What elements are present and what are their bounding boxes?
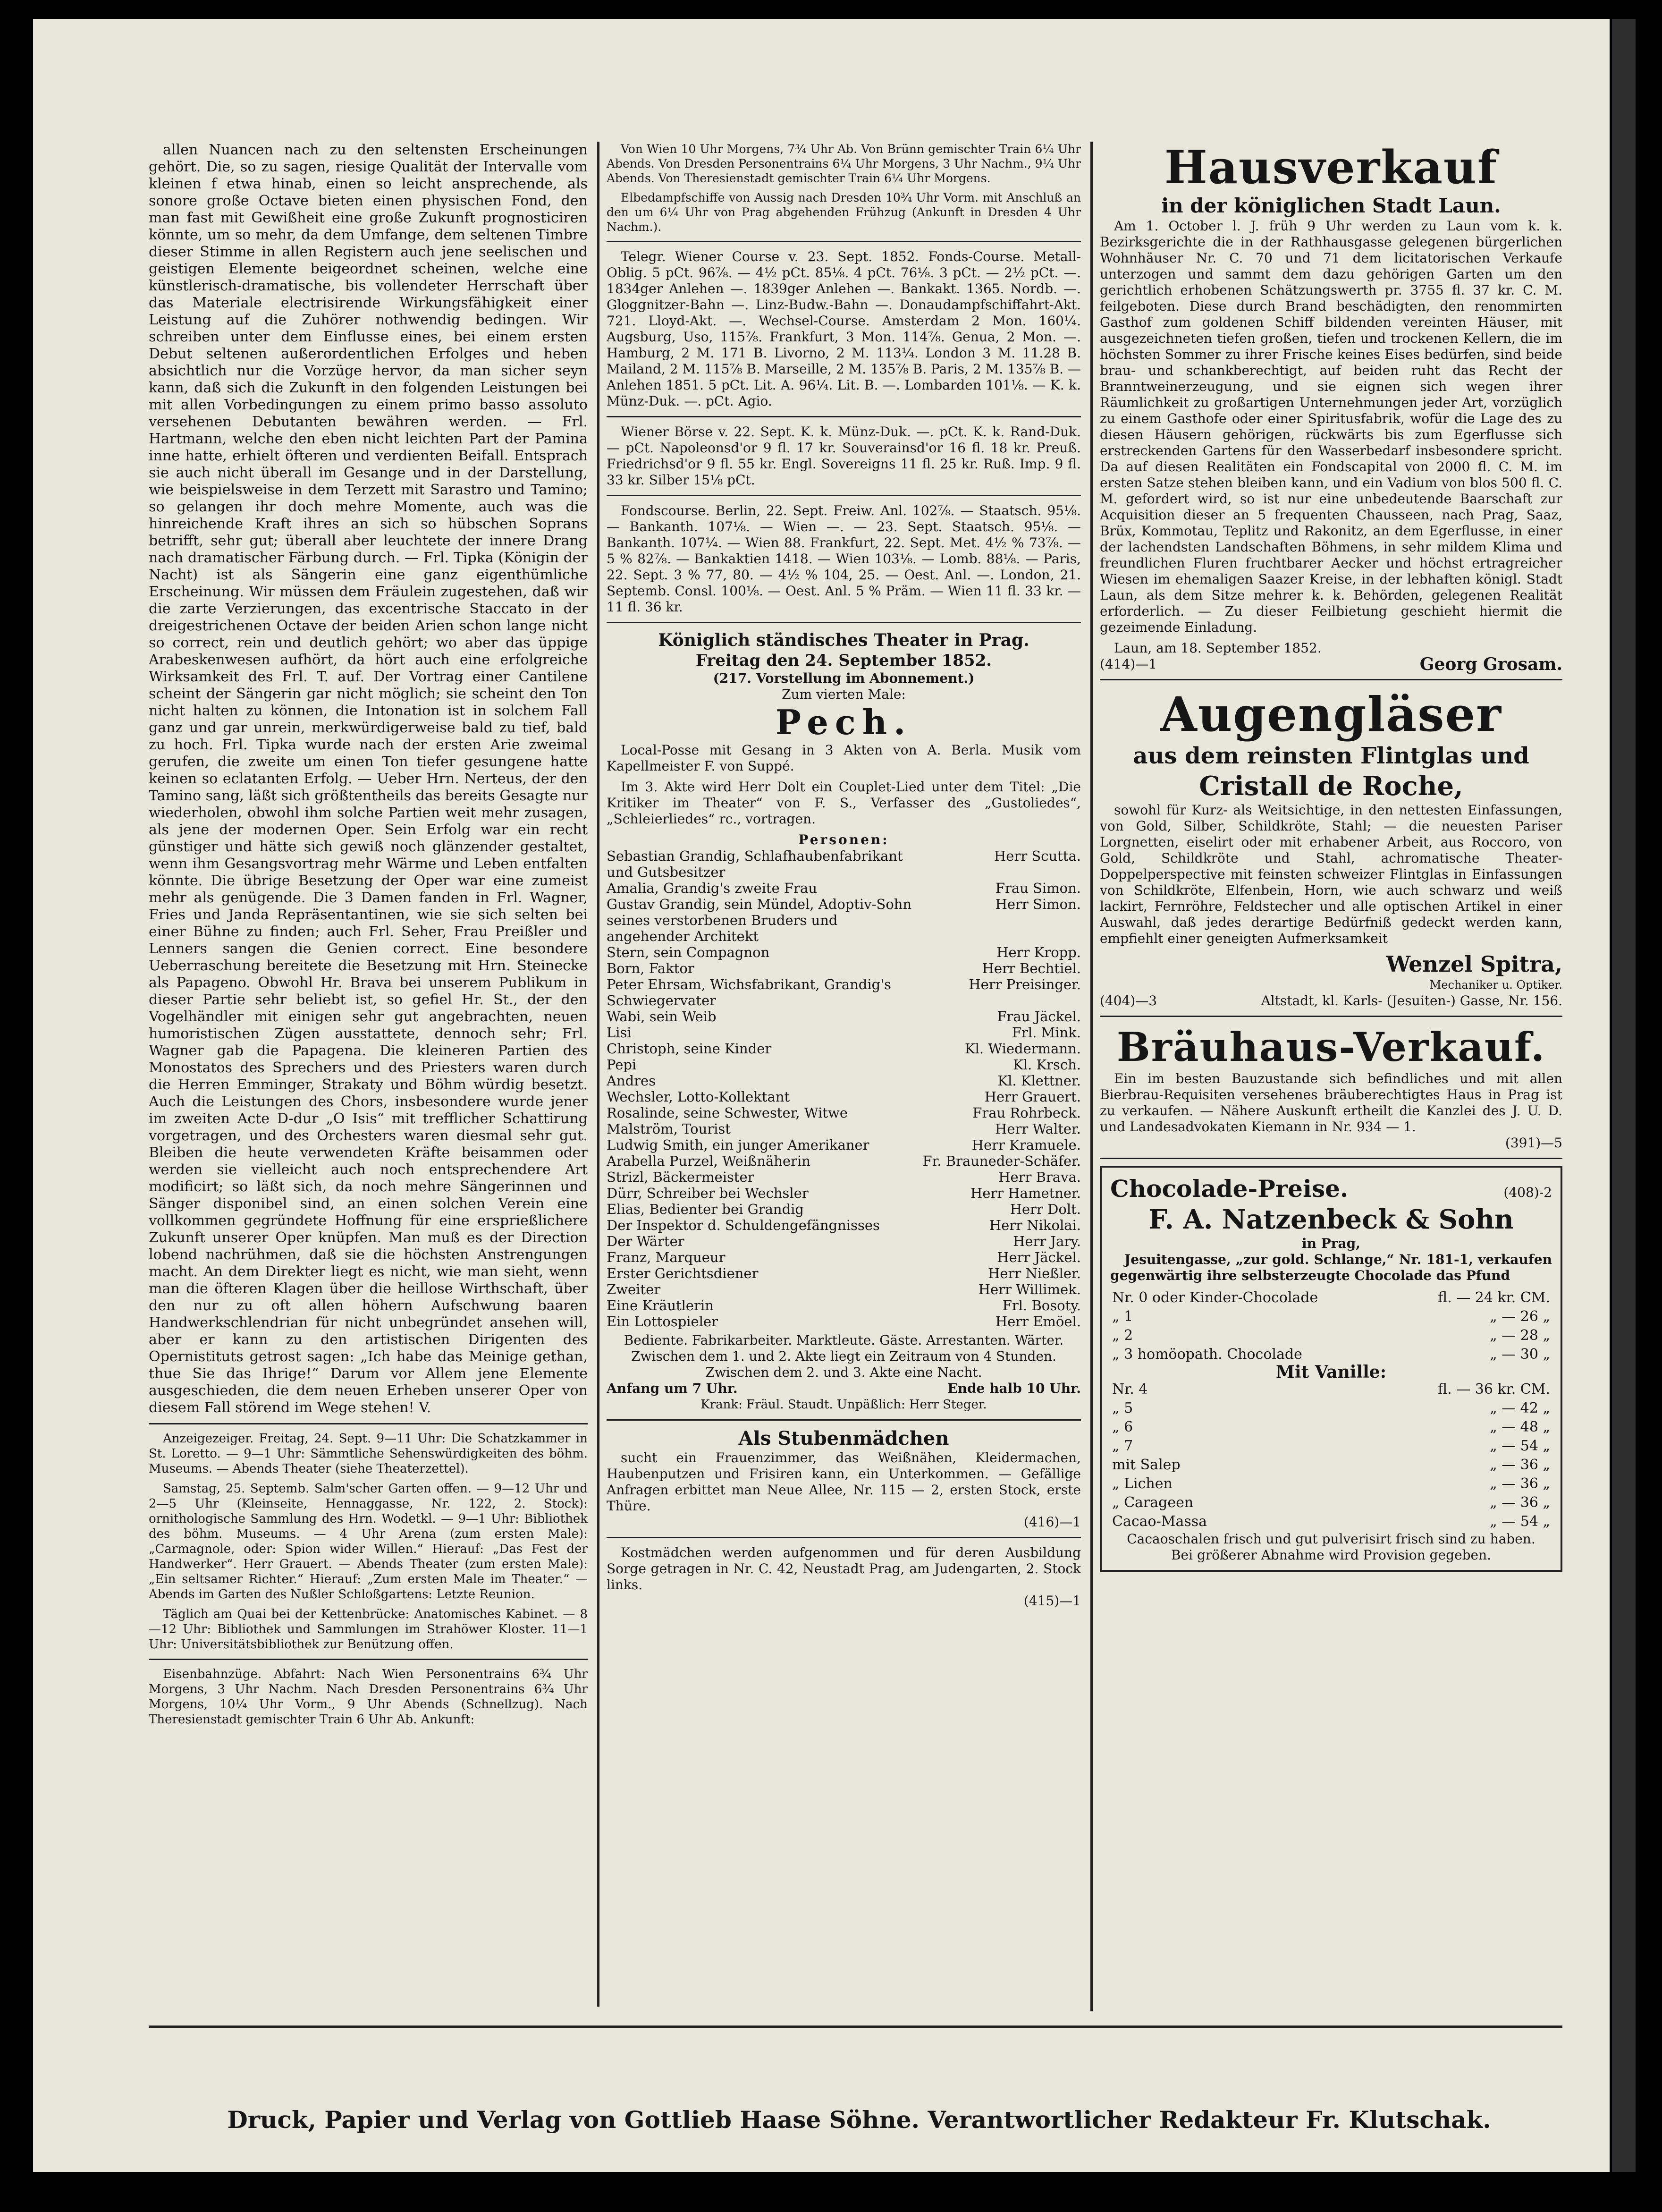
cast-row (607, 1153, 1081, 1169)
chocolade-text: Jesuitengasse, „zur gold. Schlange,“ Nr. 181-1, verkaufen gegenwärtig ihre selbsterzeugte Chocolade das Pfund (1110, 1252, 1552, 1283)
cast-row (607, 1105, 1081, 1121)
scan-edge (1612, 19, 1636, 2172)
cast-actor: Herr Nießler. (988, 1265, 1081, 1281)
price-value: „ — 36 „ (1490, 1457, 1550, 1473)
anzeiger-saturday: Samstag, 25. Septemb. Salm'scher Garten offen. — 9—12 Uhr und 2—5 Uhr (Kleinseite, Hennaggasse, Nr. 122, 2. Stock): ornithologische Sammlung des Hrn. Wodetkl. — 9—1 Uhr: Bibliothek des böhm. Museums. — 4 Uhr Arena (zum ersten Male): „Carmagnole, oder: Spion wider Willen.“ Hierauf: „Das Fest der Handwerker“. Herr Grauert. — Abends Theater (zum ersten Male): „Ein seltsamer Richter.“ Hierauf: „Zum ersten Male im Theater.“ — Abends im Garten des Nußler Schloßgartens: Letzte Reunion. (149, 1482, 588, 1602)
divider (607, 495, 1081, 496)
cast-actor: Herr Kramuele. (971, 1137, 1081, 1153)
cast-role: Der Inspektor d. Schuldengefängnisses (607, 1217, 880, 1233)
cast-row (607, 1009, 1081, 1025)
price-value: „ — 36 „ (1490, 1494, 1550, 1511)
price-item: „ 5 (1112, 1400, 1133, 1416)
cast-row (607, 1281, 1081, 1297)
ad-braeuhaus (1100, 1024, 1562, 1151)
price-item: „ 6 (1112, 1419, 1133, 1435)
cast-actor: Herr Kropp. (996, 944, 1081, 960)
chocolade-header (1110, 1174, 1552, 1203)
price-item: Nr. 0 oder Kinder-Chocolade (1112, 1289, 1318, 1306)
ad-augenglaeser (1100, 687, 1562, 1009)
cast-row (607, 848, 1081, 880)
column-rule (597, 142, 599, 2007)
price-item: „ 2 (1112, 1327, 1133, 1344)
cast-role: Dürr, Schreiber bei Wechsler (607, 1185, 809, 1201)
cast-actor: Herr Brava. (998, 1169, 1081, 1185)
augenglaeser-signer: Wenzel Spitra, (1386, 951, 1562, 977)
cast-role: Arabella Purzel, Weißnäherin (607, 1153, 810, 1169)
augenglaeser-sub1: aus dem reinsten Flintglas und (1133, 743, 1529, 769)
anzeiger-daily: Täglich am Quai bei der Kettenbrücke: Anatomisches Kabinet. — 8—12 Uhr: Bibliothek und Sammlungen im Strahöwer Kloster. 11—1 Uhr: Universitätsbibliothek zur Benützung offen. (149, 1607, 588, 1652)
eisenbahn-schedule: Eisenbahnzüge. Abfahrt: Nach Wien Personentrains 6¾ Uhr Morgens, 3 Uhr Nachm. Nach Dresden Personentrains 6¾ Uhr Morgens, 10¼ Uhr Vorm., 9 Uhr Abends (Schnellzug). Nach Theresienstadt gemischter Train 6 Uhr Ab. Ankunft: (149, 1667, 588, 1727)
column-right (1100, 142, 1562, 2011)
cast-actor: Fr. Brauneder-Schäfer. (922, 1153, 1081, 1169)
price-row (1110, 1493, 1552, 1512)
divider (607, 241, 1081, 242)
divider (607, 416, 1081, 417)
ad-hausverkauf (1100, 142, 1562, 672)
bottom-rule (149, 2026, 1562, 2028)
cast-role: Strizl, Bäckermeister (607, 1169, 754, 1185)
anzeiger-friday: Anzeigezeiger. Freitag, 24. Sept. 9—11 Uhr: Die Schatzkammer in St. Loretto. — 9—1 Uhr: Sämmtliche Sehenswürdigkeiten des böhm. Museums. — Abends Theater (siehe Theaterzettel). (149, 1432, 588, 1476)
price-value: „ — 54 „ (1490, 1438, 1550, 1454)
cast-actor: Herr Dolt. (1010, 1201, 1081, 1217)
ad-kostmaedchen (607, 1545, 1081, 1609)
cast-row (607, 1217, 1081, 1233)
extras: Bediente. Fabrikarbeiter. Marktleute. Gäste. Arrestanten. Wärter. (624, 1332, 1064, 1348)
price-value: „ — 54 „ (1490, 1513, 1550, 1530)
cast-role: Amalia, Grandig's zweite Frau (607, 880, 818, 896)
cast-actor: Herr Nikolai. (989, 1217, 1081, 1233)
cast-actor: Herr Simon. (995, 896, 1081, 912)
cast-role: Wechsler, Lotto-Kollektant (607, 1089, 790, 1105)
price-row (1110, 1418, 1552, 1437)
price-row (1110, 1399, 1552, 1418)
price-row (1110, 1380, 1552, 1399)
augenglaeser-text: sowohl für Kurz- als Weitsichtige, in den nettesten Einfassungen, von Gold, Silber, Schildkröte, Stahl; — die neuesten Pariser Lorgnetten, eiselirt oder mit erhabener Arbeit, aus Roccoro, von Gold, Schildkröte und Stahl, achromatische Theater-Doppelperspective mit feinsten schweizer Flintglas in Einfassungen von Schildkröte, Elfenbein, Horn, wie auch schwarz und weiß lackirt, Fernröhre, Feldstecher und alle optischen Artikel in einer Auswahl, daß jedes derartige Bedürfniß gedeckt werden kann, empfiehlt einer geneigten Aufmerksamkeit (1100, 802, 1562, 946)
price-row (1110, 1307, 1552, 1326)
divider (149, 1659, 588, 1660)
cast-actor: Herr Preisinger. (969, 976, 1081, 992)
anzeiger-section (149, 1431, 588, 1652)
braeuhaus-text: Ein im besten Bauzustande sich befindliches und mit allen Bierbrau-Requisiten versehenes bräuberechtigtes Haus in Prag ist zu verkaufen. — Nähere Auskunft ertheilt die Kanzlei des J. U. D. und Landesadvokaten Kiemann in Nr. 934 — 1. (1100, 1071, 1562, 1135)
chocolade-price-table (1110, 1288, 1552, 1364)
ad-stubenmaedchen-ref: (416)—1 (1023, 1514, 1081, 1530)
chocolade-note2: Bei größerer Abnahme wird Provision gegeben. (1171, 1547, 1492, 1563)
cast-actor: Herr Willimek. (978, 1281, 1081, 1297)
newspaper-page (33, 19, 1610, 2172)
cast-role: Christoph, seine Kinder (607, 1041, 772, 1057)
cast-actor: Kl. Krsch. (1013, 1057, 1081, 1073)
cast-actor: Herr Walter. (995, 1121, 1081, 1137)
cast-role: Der Wärter (607, 1233, 684, 1249)
hausverkauf-ref: (414)—1 (1100, 656, 1157, 672)
braeuhaus-title: Bräuhaus-Verkauf. (1116, 1024, 1546, 1070)
ad-stubenmaedchen-title: Als Stubenmädchen (738, 1427, 949, 1449)
price-row (1110, 1475, 1552, 1493)
cast-role: Franz, Marqueur (607, 1249, 726, 1265)
cast-actor: Kl. Klettner. (997, 1073, 1081, 1089)
cast-actor: Herr Grauert. (984, 1089, 1081, 1105)
hausverkauf-text: Am 1. October l. J. früh 9 Uhr werden zu Laun vom k. k. Bezirksgerichte die in der Rathhausgasse gelegenen bürgerlichen Wohnhäuser Nr. C. 70 und 71 dem licitatorischen Verkaufe unterzogen und sammt dem dazu gehörigen Garten um den gerichtlich erhobenen Schätzungswerth pr. 3755 fl. 37 kr. C. M. feilgeboten. Diese durch Brand beschädigten, den renommirten Gasthof zum goldenen Schiff bildenden vereinten Häuser, mit ausgezeichneten tiefen großen, tiefen und trockenen Kellern, die im höchsten Sommer zu ihrer Frische keines Eises bedürfen, sind beide brau- und schankberechtigt, auf beiden ruht das Recht der Branntweinerzeugung, und sie eignen sich wegen ihrer Räumlichkeit zu großartigen Unternehmungen jeder Art, vorzüglich zu einem Gasthofe oder einer Spiritusfabrik, wofür die Lage des zu diesen Häusern gehörigen, rückwärts bis zum Egerflusse sich erstreckenden Gartens für den Wasserbedarf insbesondere spricht. Da auf diesen Realitäten ein Fondscapital von 2000 fl. C. M. im ersten Satze stehen bleiben kann, und ein Vadium von blos 500 fl. C. M. gefordert wird, so ist nur eine unbedeutende Baarschaft zur Acquisition dieser an 5 frequenten Chausseen, nach Prag, Saaz, Brüx, Kommotau, Teplitz und Rakonitz, an dem Egerflusse, in einer der lachendsten Landschaften Böhmens, in sehr mildem Klima und freundlichen Fluren fruchtbarer Aecker und höchst ertragreicher Wiesen im ehemaligen Saazer Kreise, in der lebhaften königl. Stadt Laun, als dem Sitze mehrer k. k. Behörden, gelegenen Realität erforderlich. — Zu dieser Feilbietung geschieht hiermit die gezeimende Einladung. (1100, 218, 1562, 635)
cast-actor: Frl. Mink. (1012, 1025, 1081, 1041)
divider (607, 1419, 1081, 1421)
cast-role: Rosalinde, seine Schwester, Witwe (607, 1105, 848, 1121)
augenglaeser-address: Altstadt, kl. Karls- (Jesuiten-) Gasse, Nr. 156. (1261, 993, 1562, 1009)
cast-role: Elias, Bedienter bei Grandig (607, 1201, 804, 1217)
ad-stubenmaedchen (607, 1427, 1081, 1530)
cast-actor: Herr Emöel. (995, 1314, 1081, 1330)
cast-row (607, 1057, 1081, 1073)
review-paragraph: allen Nuancen nach zu den seltensten Erscheinungen gehört. Die, so zu sagen, riesige Qualität der Intervalle vom kleinen f etwa hinab, einen so leicht ansprechende, als sonore große Octave bieten einen physischen Fond, den man fast mit Gewißheit eine große Zukunft prognosticiren könnte, um so mehr, da dem Umfange, dem seltenen Timbre dieser Stimme in allen Registern auch jene seelischen und geistigen Elemente beigeordnet scheinen, welche eine künstlerisch-dramatische, bis vollendeter Herrschaft über das Materiale electrisirende Wirkungsfähigkeit einer Leistung auf die Zuhörer nothwendig bedingen. Wir schreiben unter dem Einflusse eines, bei einem ersten Debut seltenen außerordentlichen Erfolges und heben absichtlich nur die Vorzüge hervor, da man sicher seyn kann, daß sich die Zukunft in den folgenden Leistungen bei mit allen Vorbedingungen zu einem primo basso assoluto versehenen Debutanten bewähren werden. — Frl. Hartmann, welche den eben nicht leichten Part der Pamina inne hatte, erhielt öfteren und verdienten Beifall. Entsprach sie auch nicht überall im Gesange und in der Darstellung, wie beispielsweise in dem Terzett mit Sarastro und Tamino; so gelangen ihr doch mehre Momente, auch was die hinreichende Kraft ihres an sich so hübschen Soprans betrifft, sehr gut; überall aber leuchtete der innere Drang nach dramatischer Färbung durch. — Frl. Tipka (Königin der Nacht) ist als Sängerin eine ganz eigenthümliche Erscheinung. Wir müssen dem Fräulein zugestehen, daß wir die zarte Verzierungen, das excentrische Staccato in der dreigestrichenen Octave der beiden Arien schon lange nicht so correct, rein und deutlich gehört; wo aber das üppige Arabeskenwesen aufhört, da hört auch eine erfolgreiche Wirksamkeit des Frl. T. auf. Der Vortrag einer Cantilene scheint der Sängerin gar nicht möglich; sie scheint den Ton nicht halten zu können, die Intonation ist in solchem Fall ganz und gar unrein, merkwürdigerweise bald zu tief, bald zu hoch. Frl. Tipka wurde nach der ersten Arie zweimal gerufen, die zweite um einen Ton tiefer gesungene hatte keinen so eclatanten Erfolg. — Ueber Hrn. Nerteus, der den Tamino sang, läßt sich größtentheils das bereits Gesagte nur wiederholen, obwohl ihm solche Partien weit mehr zusagen, als jene der modernen Oper. Sein Erfolg war ein recht günstiger und hätte sich gewiß noch glänzender gestaltet, wenn ihm Gesangsvortrag mehr Wärme und Leben entfalten könnte. Die übrige Besetzung der Oper war eine zumeist mehr als genügende. Die 3 Damen fanden in Frl. Wagner, Fries und Janda Repräsentantinen, wie sie sich selten bei einer Bühne zu finden; auch Frl. Seher, Frau Preißler und Lenners sangen die Genien correct. Eine besondere Ueberraschung bereitete die Besetzung mit Hrn. Steinecke als Papageno. Obwohl Hr. Brava bei unserem Publikum in dieser Partie sehr beliebt ist, so gefiel Hr. St., der den Vogelhändler mit einigen sehr gut angebrachten, neuen humoristischen Zügen ausstattete, dennoch sehr; Frl. Wagner gab die Papagena. Die kleineren Partien des Monostatos des Sprechers und des Priesters waren durch die Herren Emminger, Strakaty und Böhm würdig besetzt. Auch die Leistungen des Chors, insbesondere wurde jener im zweiten Acte D-dur „O Isis“ mit trefflicher Schattirung vorgetragen, und des Orchesters waren diesmal sehr gut. Bleiben die heute verwendeten Kräfte beisammen oder werden sie vielleicht auch noch entsprechendere Art modificirt; so läßt sich, da noch mehre Sängerinnen und Sänger disponibel sind, an einen solchen Verein eine vollkommen gegründete Hoffnung für eine ersprießlichere Zukunft unserer Oper knüpfen. Man muß es der Direction lobend nachrühmen, daß sie die höchsten Anstrengungen macht. An dem Direkter liegt es nicht, wie man sieht, wenn man die öfteren Klagen über die heillose Wirthschaft, über den nur zu oft allen höhern Aufschwung baaren Handwerkschlendrian für nicht unbegründet ansehen will, aber er kann zu den artistischen Dirigenten des Opernistituts getrost sagen: „Ich habe das Meinige gethan, thue Sie das Ihrige!“ Darum vor Allem jene Elemente ausgeschieden, die dem neuen Erheben unserer Oper von diesem Fall störend im Wege stehen! V. (149, 142, 588, 1416)
divider (607, 622, 1081, 623)
cast-actor: Herr Bechtiel. (982, 960, 1081, 976)
cast-role: Gustav Grandig, sein Mündel, Adoptiv-Sohn seines verstorbenen Bruders und angehender Architekt (607, 896, 912, 944)
chocolade-title: Chocolade-Preise. (1110, 1175, 1349, 1203)
divider (149, 1423, 588, 1424)
augenglaeser-ref: (404)—3 (1100, 993, 1157, 1009)
column-rule (1090, 142, 1093, 2011)
cast-row (607, 944, 1081, 960)
cast-role: Sebastian Grandig, Schlafhaubenfabrikant und Gutsbesitzer (607, 848, 903, 880)
price-value: „ — 30 „ (1490, 1346, 1550, 1363)
cast-row (607, 880, 1081, 896)
theater-abonnement: (217. Vorstellung im Abonnement.) (713, 670, 975, 686)
divider (1100, 1016, 1562, 1017)
ad-chocolade (1100, 1166, 1562, 1572)
hausverkauf-subtitle: in der königlichen Stadt Laun. (1161, 194, 1501, 217)
price-item: Nr. 4 (1112, 1381, 1148, 1398)
chocolade-vanille-table (1110, 1380, 1552, 1531)
show-times (607, 1381, 1081, 1397)
price-value: „ — 28 „ (1490, 1327, 1550, 1344)
price-item: mit Salep (1112, 1457, 1181, 1473)
rail-arrivals: Von Wien 10 Uhr Morgens, 7¾ Uhr Ab. Von Brünn gemischter Train 6¼ Uhr Abends. Von Dresden Personentrains 6¼ Uhr Morgens, 3 Uhr Nachm., 9¼ Uhr Abends. Von Theresienstadt gemischter Train 6¼ Uhr Morgens. (607, 142, 1081, 185)
cast-heading: Personen: (798, 832, 889, 848)
augenglaeser-title: Augengläser (1160, 686, 1502, 742)
play-title: Pech. (775, 702, 912, 742)
cast-role: Lisi (607, 1025, 632, 1041)
cast-row (607, 1249, 1081, 1265)
price-item: „ 7 (1112, 1438, 1133, 1454)
price-row (1110, 1512, 1552, 1531)
hausverkauf-signature-row (1100, 656, 1562, 672)
cast-row (607, 1185, 1081, 1201)
chocolade-note: Cacaoschalen frisch und gut pulverisirt frisch sind zu haben. (1127, 1531, 1535, 1547)
price-row (1110, 1345, 1552, 1364)
divider (1100, 1158, 1562, 1159)
cast-row (607, 1041, 1081, 1057)
price-item: „ Carageen (1112, 1494, 1194, 1511)
fondscourse: Fondscourse. Berlin, 22. Sept. Freiw. Anl. 102⅞. — Staatsch. 95⅛. — Bankanth. 107⅛. — Wien —. — 23. Sept. Staatsch. 95⅛. — Bankanth. 107¼. — Wien 88. Frankfurt, 22. Sept. Met. 4½ % 73⅞. — 5 % 82⅞. — Bankaktien 1418. — Wien 103⅛. — Lomb. 88⅛. — Paris, 22. Sept. 3 % 77, 80. — 4½ % 104, 25. — Oest. Anl. —. London, 21. Septemb. Consl. 100⅛. — Oest. Anl. 5 % Präm. — Wien 11 fl. 33 kr. — 11 fl. 36 kr. (607, 503, 1081, 615)
cast-row (607, 1025, 1081, 1041)
price-item: „ Lichen (1112, 1475, 1173, 1492)
cast-actor: Frau Rohrbeck. (972, 1105, 1081, 1121)
chocolade-place: in Prag, (1301, 1236, 1361, 1251)
chocolade-vanille-heading: Mit Vanille: (1275, 1362, 1387, 1382)
sick-notice: Krank: Fräul. Staudt. Unpäßlich: Herr Steger. (700, 1398, 987, 1412)
column-left (149, 142, 588, 2007)
cast-actor: Frl. Bosoty. (1002, 1297, 1081, 1314)
start-time: Anfang um 7 Uhr. (607, 1381, 738, 1396)
act-interval: Zwischen dem 1. und 2. Akte liegt ein Zeitraum von 4 Stunden. Zwischen dem 2. und 3. Akte eine Nacht. (631, 1348, 1056, 1380)
hausverkauf-signer: Georg Grosam. (1419, 654, 1562, 674)
cast-actor: Frau Simon. (995, 880, 1081, 896)
ad-stubenmaedchen-text: sucht ein Frauenzimmer, das Weißnähen, Kleidermachen, Haubenputzen und Frisiren kann, ein Unterkommen. — Gefällige Anfragen erbittet man Neue Allee, Nr. 115 — 2, ersten Stock, erste Thüre. (607, 1450, 1081, 1514)
augenglaeser-role: Mechaniker u. Optiker. (1429, 978, 1562, 992)
divider (1100, 679, 1562, 680)
cast-list (607, 848, 1081, 1330)
cast-actor: Frau Jäckel. (997, 1009, 1081, 1025)
chocolade-firm: F. A. Natzenbeck & Sohn (1148, 1204, 1514, 1235)
theater-performance-count: Zum vierten Male: (782, 686, 906, 702)
cast-row (607, 1297, 1081, 1314)
cast-role: Born, Faktor (607, 960, 694, 976)
price-row (1110, 1326, 1552, 1345)
cast-actor: Herr Hametner. (970, 1185, 1081, 1201)
cast-actor: Kl. Wiedermann. (964, 1041, 1081, 1057)
chocolade-ref: (408)-2 (1503, 1185, 1552, 1200)
cast-actor: Herr Jäckel. (997, 1249, 1081, 1265)
theater-date: Freitag den 24. September 1852. (695, 651, 992, 670)
braeuhaus-ref: (391)—5 (1505, 1135, 1562, 1151)
cast-role: Zweiter (607, 1281, 661, 1297)
cast-row (607, 896, 1081, 944)
price-item: Cacao-Massa (1112, 1513, 1207, 1530)
price-row (1110, 1437, 1552, 1456)
augenglaeser-sub2: Cristall de Roche, (1199, 771, 1463, 802)
ad-kostmaedchen-ref: (415)—1 (1023, 1593, 1081, 1609)
cast-row (607, 1265, 1081, 1281)
cast-role: Eine Kräutlerin (607, 1297, 714, 1314)
play-description: Local-Posse mit Gesang in 3 Akten von A. Berla. Musik vom Kapellmeister F. von Suppé. (607, 742, 1081, 774)
cast-row (607, 1089, 1081, 1105)
price-value: fl. — 36 kr. CM. (1438, 1381, 1550, 1398)
cast-row (607, 960, 1081, 976)
price-item: „ 3 homöopath. Chocolade (1112, 1346, 1302, 1363)
cast-row (607, 1314, 1081, 1330)
opera-review (149, 142, 588, 1416)
cast-role: Ludwig Smith, ein junger Amerikaner (607, 1137, 869, 1153)
theater-title: Königlich ständisches Theater in Prag. (658, 630, 1029, 650)
cast-row (607, 1137, 1081, 1153)
hausverkauf-place: Laun, am 18. September 1852. (1114, 640, 1322, 656)
cast-row (607, 1073, 1081, 1089)
cast-row (607, 1201, 1081, 1217)
cast-actor: Herr Jary. (1013, 1233, 1081, 1249)
ad-kostmaedchen-text: Kostmädchen werden aufgenommen und für deren Ausbildung Sorge getragen in Nr. C. 42, Neustadt Prag, am Judengarten, 2. Stock links. (607, 1545, 1081, 1593)
elbe-steamers: Elbedampfschiffe von Aussig nach Dresden 10¾ Uhr Vorm. mit Anschluß an den um 6¼ Uhr von Prag abgehenden Frühzug (Ankunft in Dresden 4 Uhr Nachm.). (607, 191, 1081, 234)
price-item: „ 1 (1112, 1308, 1133, 1325)
price-value: „ — 26 „ (1490, 1308, 1550, 1325)
column-middle (607, 142, 1081, 2011)
cast-row (607, 1169, 1081, 1185)
cast-row (607, 1121, 1081, 1137)
augenglaeser-ref-row (1100, 993, 1562, 1009)
cast-role: Ein Lottospieler (607, 1314, 718, 1330)
cast-row (607, 1233, 1081, 1249)
cast-role: Stern, sein Compagnon (607, 944, 770, 960)
price-value: „ — 48 „ (1490, 1419, 1550, 1435)
theater-bill (607, 630, 1081, 1413)
wiener-boerse: Wiener Börse v. 22. Sept. K. k. Münz-Duk. —. pCt. K. k. Rand-Duk. — pCt. Napoleonsd'or 9 fl. 17 kr. Souverainsd'or 16 fl. 18 kr. Preuß. Friedrichsd'or 9 fl. 55 kr. Engl. Sovereigns 11 fl. 25 kr. Ruß. Imp. 9 fl. 33 kr. Silber 15⅛ pCt. (607, 424, 1081, 488)
divider (607, 1537, 1081, 1538)
price-value: „ — 42 „ (1490, 1400, 1550, 1416)
price-value: fl. — 24 kr. CM. (1438, 1289, 1550, 1306)
price-row (1110, 1456, 1552, 1475)
imprint-footer: Druck, Papier und Verlag von Gottlieb Haase Söhne. Verantwortlicher Redakteur Fr. Klutschak. (227, 2106, 1491, 2134)
wiener-course: Telegr. Wiener Course v. 23. Sept. 1852. Fonds-Course. Metall-Oblig. 5 pCt. 96⅞. — 4½ pCt. 85⅛. 4 pCt. 76⅛. 3 pCt. — 2½ pCt. —. 1834ger Anlehen —. 1839ger Anlehen —. Bankakt. 1365. Nordb. —. Gloggnitzer-Bahn —. Linz-Budw.-Bahn —. Donaudampfschiffahrt-Akt. 721. Lloyd-Akt. —. Wechsel-Course. Amsterdam 2 Mon. 160¼. Augsburg, Uso, 115⅞. Frankfurt, 3 Mon. 114⅞. Genua, 2 Mon. —. Hamburg, 2 M. 171 B. Livorno, 2 M. 113¼. London 3 M. 11.28 B. Mailand, 2 M. 115⅞ B. Marseille, 2 M. 135⅞ B. Paris, 2 M. 135⅞ B. — Anlehen 1851. 5 pCt. Lit. A. 96¼. Lit. B. —. Lombarden 101⅛. — K. k. Münz-Duk. —. pCt. Agio. (607, 249, 1081, 409)
cast-role: Andres (607, 1073, 656, 1089)
cast-row (607, 976, 1081, 1009)
cast-role: Wabi, sein Weib (607, 1009, 717, 1025)
hausverkauf-title: Hausverkauf (1164, 142, 1498, 194)
cast-role: Pepi (607, 1057, 637, 1073)
cast-role: Malström, Tourist (607, 1121, 731, 1137)
end-time: Ende halb 10 Uhr. (947, 1381, 1081, 1396)
price-row (1110, 1288, 1552, 1307)
price-value: „ — 36 „ (1490, 1475, 1550, 1492)
couplet-note: Im 3. Akte wird Herr Dolt ein Couplet-Lied unter dem Titel: „Die Kritiker im Theater“ von F. S., Verfasser des „Gustoliedes“, „Schleierliedes“ rc., vortragen. (607, 779, 1081, 827)
cast-role: Erster Gerichtsdiener (607, 1265, 759, 1281)
cast-actor: Herr Scutta. (994, 848, 1081, 864)
cast-role: Peter Ehrsam, Wichsfabrikant, Grandig's Schwiegervater (607, 976, 892, 1009)
